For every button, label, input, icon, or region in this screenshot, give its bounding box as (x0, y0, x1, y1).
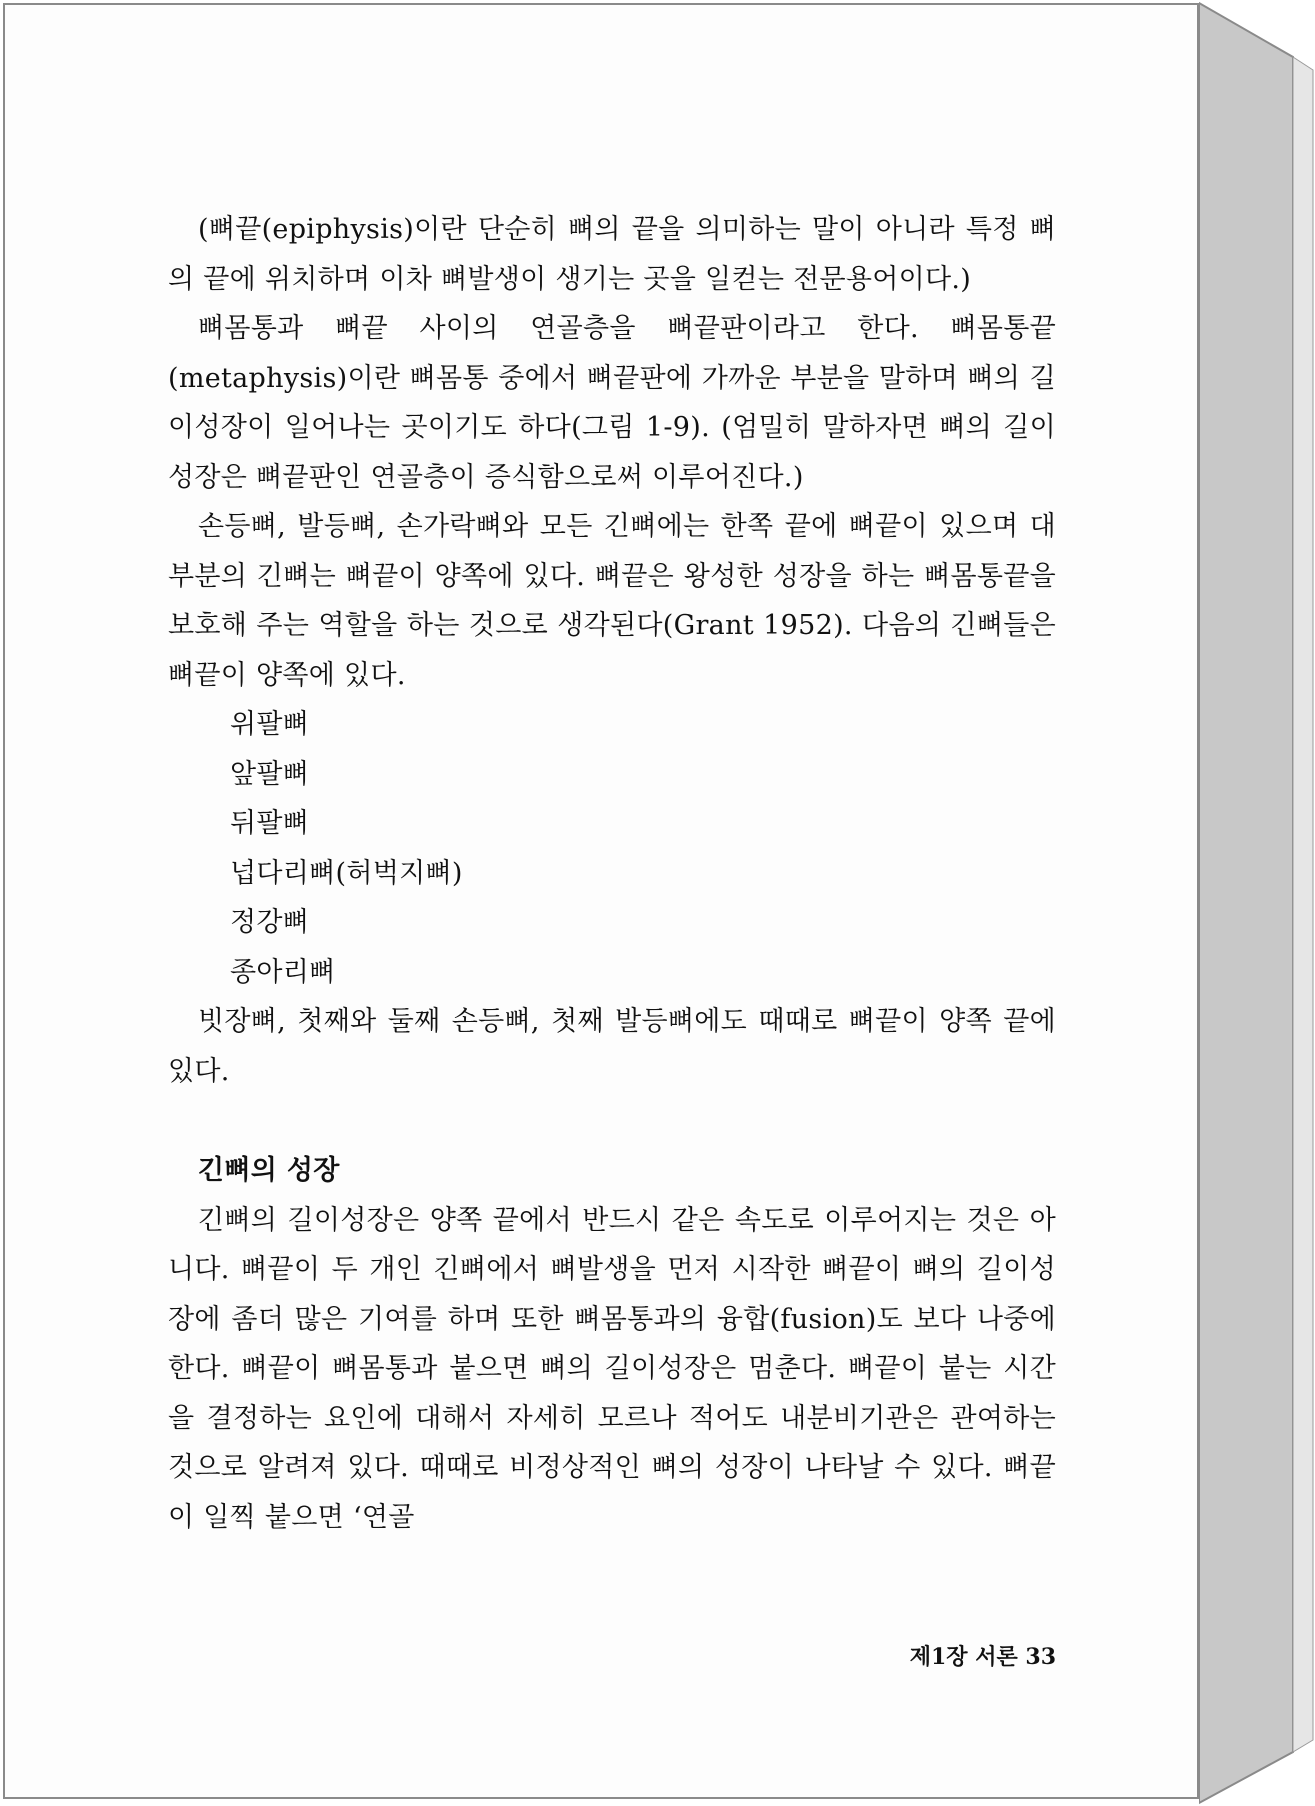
list-item: 정강뼈 (230, 907, 310, 938)
paragraph-epiphysis-location: 손등뼈, 발등뼈, 손가락뼈와 모든 긴뼈에는 한쪽 끝에 뼈끝이 있으며 대부분의 긴뼈는 뼈끝이 양쪽에 있다. 뼈끝은 왕성한 성장을 하는 뼈몸통끝을 보호해 주는 역할을 하는 것으로 생각된다(Grant 1952). 다음의 긴뼈들은 뼈끝이 양쪽에 있다. (168, 511, 1056, 691)
list-item: 종아리뼈 (230, 956, 336, 988)
list-item: 앞팔뼈 (230, 758, 310, 790)
paragraph-after-list: 빗장뼈, 첫째와 둘째 손등뼈, 첫째 발등뼈에도 때때로 뼈끝이 양쪽 끝에 있다. (168, 1006, 1056, 1087)
list-item: 넙다리뼈(허벅지뼈) (230, 857, 463, 889)
list-item: 위팔뼈 (230, 709, 310, 740)
section-heading: 긴뼈의 성장 (198, 1155, 340, 1186)
paragraph-long-bone-growth: 긴뼈의 길이성장은 양쪽 끝에서 반드시 같은 속도로 이루어지는 것은 아니다. 뼈끝이 두 개인 긴뼈에서 뼈발생을 먼저 시작한 뼈끝이 뼈의 길이성장에 좀더 많은 기여를 하며 또한 뼈몸통과의 융합(fusion)도 보다 나중에 한다. 뼈끝이 뼈몸통과 붙으면 뼈의 길이성장은 멈춘다. 뼈끝이 붙는 시간을 결정하는 요인에 대해서 자세히 모르나 적어도 내분비기관은 관여하는 것으로 알려져 있다. 때때로 비정상적인 뼈의 성장이 나타날 수 있다. 뼈끝이 일찍 붙으면 ‘연골 (168, 1204, 1056, 1533)
page-footer: 제1장 서론 33 (909, 1644, 1056, 1670)
paragraph-metaphysis: 뼈몸통과 뼈끝 사이의 연골층을 뼈끝판이라고 한다. 뼈몸통끝(metaphysis)이란 뼈몸통 중에서 뼈끝판에 가까운 부분을 말하며 뼈의 길이성장이 일어나는 곳이기도 하다(그림 1-9). (엄밀히 말하자면 뼈의 길이성장은 뼈끝판인 연골층이 증식함으로써 이루어진다.) (168, 313, 1056, 493)
page-body (168, 205, 1056, 1542)
paragraph-epiphysis-definition: (뼈끝(epiphysis)이란 단순히 뼈의 끝을 의미하는 말이 아니라 특정 뼈의 끝에 위치하며 이차 뼈발생이 생기는 곳을 일컫는 전문용어이다.) (168, 214, 1056, 295)
bone-list (168, 700, 1056, 997)
book-side-edge (1199, 0, 1315, 1806)
list-item: 뒤팔뼈 (230, 808, 310, 839)
